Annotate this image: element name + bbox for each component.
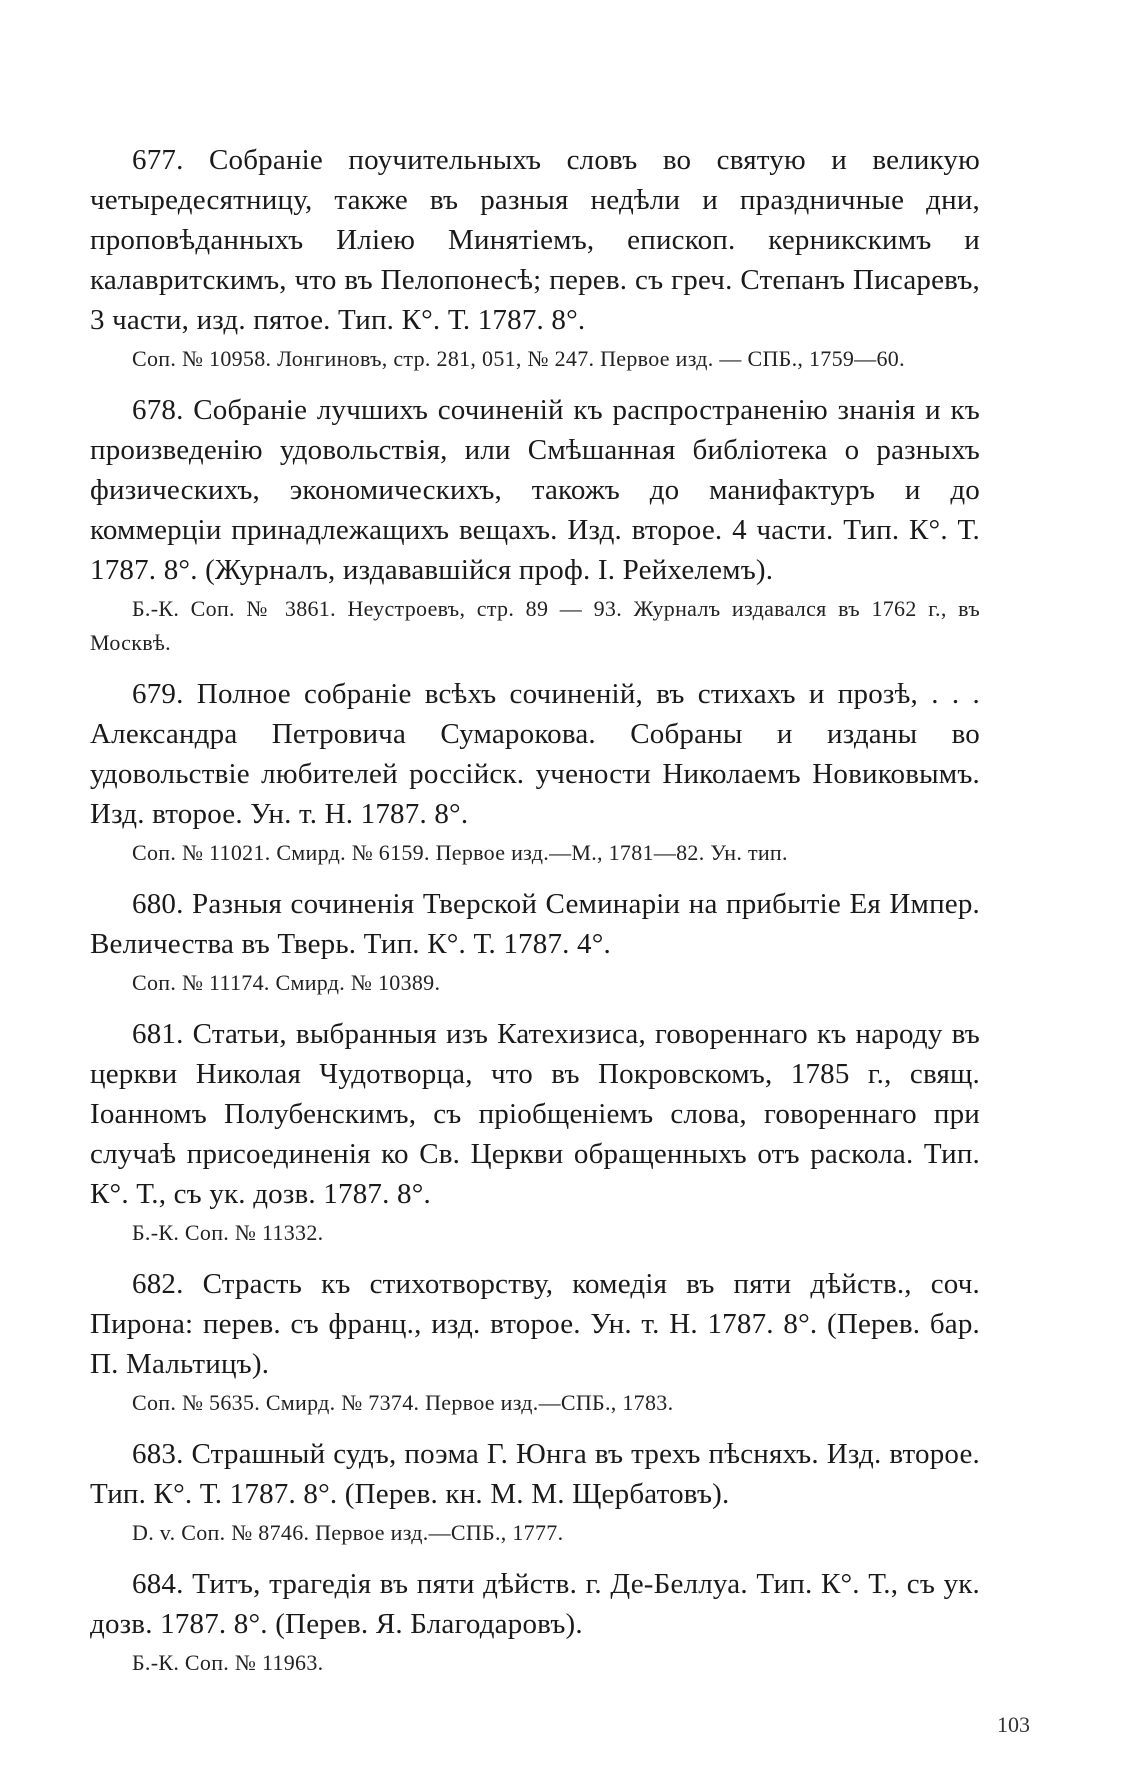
entry-text: Страшный судъ, поэма Г. Юнга въ трехъ пѣсняхъ. Изд. второе. Тип. К°. Т. 1787. 8°. (Перев. кн. М. М. Щербатовъ).	[90, 1438, 980, 1510]
entry-text: Статьи, выбранныя изъ Катехизиса, говореннаго къ народу въ церкви Николая Чудотворца, что въ Покровскомъ, 1785 г., свящ. Іоанномъ Полубенскимъ, съ пріобщеніемъ слова, говореннаго при случаѣ присоединенія ко Св. Церкви обращенныхъ отъ раскола. Тип. К°. Т., съ ук. дозв. 1787. 8°.	[90, 1018, 980, 1210]
entry-681	[90, 1014, 980, 1250]
entry-number: 677.	[132, 144, 184, 176]
entry-684	[90, 1564, 980, 1680]
entry-text: Титъ, трагедія въ пяти дѣйств. г. Де-Беллуа. Тип. К°. Т., съ ук. дозв. 1787. 8°. (Перев. Я. Благодаровъ).	[90, 1568, 981, 1640]
entry-682	[90, 1264, 980, 1420]
entry-note: Соп. № 11174. Смирд. № 10389.	[132, 970, 441, 995]
entry-text: Собраніе лучшихъ сочиненій къ распространенію знанія и къ произведенію удовольствія, или Смѣшанная библіотека о разныхъ физическихъ, экономическихъ, такожъ до манифактуръ и до коммерціи принадлежащихъ вещахъ. Изд. второе. 4 части. Тип. К°. Т. 1787. 8°. (Журналъ, издававшійся проф. І. Рейхелемъ).	[90, 394, 981, 586]
entry-677	[90, 140, 980, 376]
entry-number: 682.	[132, 1268, 184, 1300]
entry-text: Полное собраніе всѣхъ сочиненій, въ стихахъ и прозѣ, . . . Александра Петровича Сумарокова. Собраны и изданы во удовольствіе любителей россійск. учености Николаемъ Новиковымъ. Изд. второе. Ун. т. Н. 1787. 8°.	[90, 678, 980, 830]
entry-number: 678.	[132, 394, 184, 426]
entry-text: Страсть къ стихотворству, комедія въ пяти дѣйств., соч. Пирона: перев. съ франц., изд. второе. Ун. т. Н. 1787. 8°. (Перев. бар. П. Мальтицъ).	[90, 1268, 980, 1380]
entry-number: 680.	[132, 888, 184, 920]
page-number: 103	[997, 1712, 1030, 1737]
entry-note: Соп. № 5635. Смирд. № 7374. Первое изд.—СПБ., 1783.	[132, 1390, 674, 1415]
entry-text: Разныя сочиненія Тверской Семинаріи на прибытіе Ея Импер. Величества въ Тверь. Тип. К°. Т. 1787. 4°.	[90, 888, 981, 960]
entry-680	[90, 884, 980, 1000]
entry-note: Соп. № 11021. Смирд. № 6159. Первое изд.—М., 1781—82. Ун. тип.	[132, 840, 788, 865]
entry-note: Соп. № 10958. Лонгиновъ, стр. 281, 051, № 247. Первое изд. — СПБ., 1759—60.	[132, 346, 905, 371]
entry-note: D. v. Соп. № 8746. Первое изд.—СПБ., 1777.	[132, 1520, 564, 1545]
entry-number: 683.	[132, 1438, 184, 1470]
entry-note: Б.-К. Соп. № 11963.	[132, 1650, 324, 1675]
entry-678	[90, 390, 980, 660]
entry-679	[90, 674, 980, 870]
entry-683	[90, 1434, 980, 1550]
entry-number: 681.	[132, 1018, 184, 1050]
document-page	[90, 140, 980, 1694]
entry-text: Собраніе поучительныхъ словъ во святую и великую четыредесятницу, также въ разныя недѣли и праздничные дни, проповѣданныхъ Иліею Минятіемъ, епископ. керникскимъ и калавритскимъ, что въ Пелопонесѣ; перев. съ греч. Степанъ Писаревъ, 3 части, изд. пятое. Тип. К°. Т. 1787. 8°.	[90, 144, 980, 336]
entry-note: Б.-К. Соп. № 11332.	[132, 1220, 324, 1245]
entry-note: Б.-К. Соп. № 3861. Неустроевъ, стр. 89 — 93. Журналъ издавался въ 1762 г., въ Москвѣ.	[90, 596, 980, 655]
entry-number: 679.	[132, 678, 184, 710]
entry-number: 684.	[132, 1568, 184, 1600]
